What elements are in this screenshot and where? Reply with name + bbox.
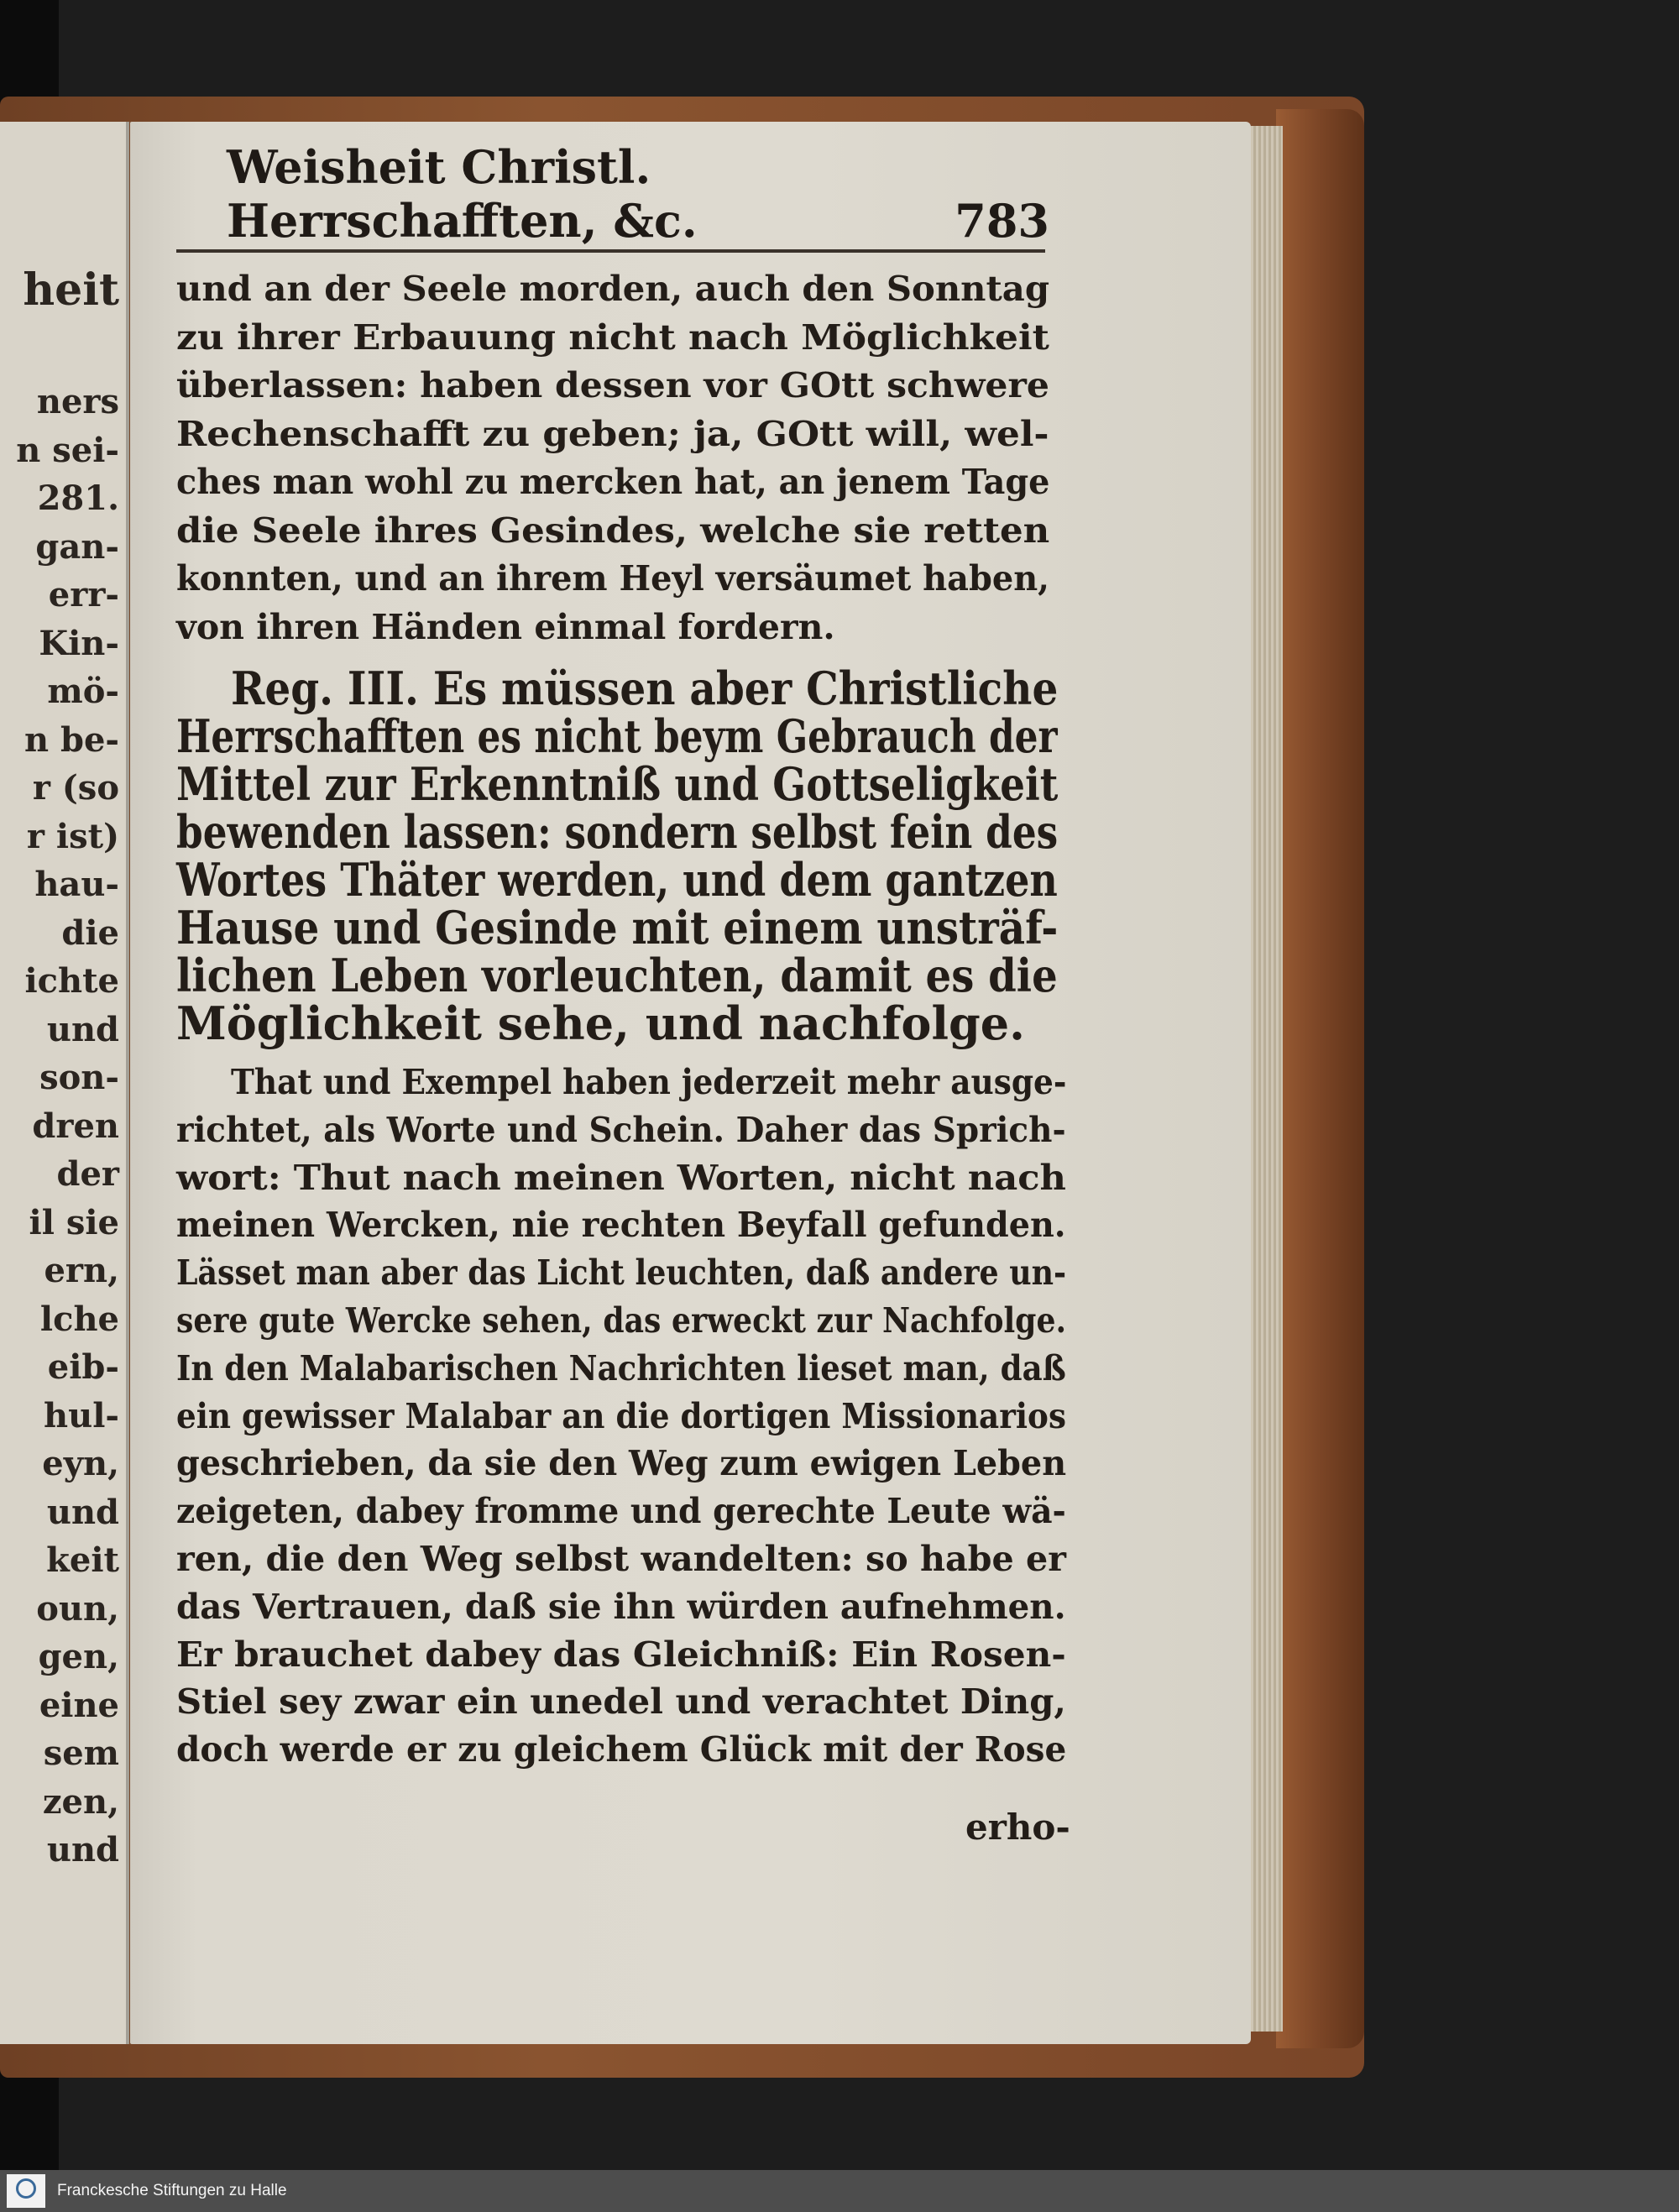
left-page-fragment: hau- (34, 865, 119, 904)
left-page-fragment: ichte (24, 961, 119, 1001)
text-line: zu ihrer Erbauung nicht nach Möglichkeit (176, 316, 1049, 358)
text-line: Möglichkeit sehe, und nachfolge. (176, 996, 1025, 1050)
left-page-fragment: zen, (42, 1781, 119, 1822)
left-page-fragment: eine (39, 1685, 119, 1725)
text-line: ein gewisser Malabar an die dortigen Missionarios (176, 1395, 1066, 1436)
text-line: Hause und Gesinde mit einem unsträf- (176, 901, 1059, 954)
page-stack-edges (1251, 126, 1283, 2032)
left-page-fragment: gen, (38, 1637, 119, 1676)
text-line: In den Malabarischen Nachrichten lieset man, daß (176, 1347, 1066, 1388)
text-line: geschrieben, da sie den Weg zum ewigen Leben (176, 1443, 1067, 1484)
text-line: und an der Seele morden, auch den Sonntag (176, 269, 1049, 309)
left-page-fragment: son- (39, 1058, 119, 1097)
text-line: richtet, als Worte und Schein. Daher das Sprich- (176, 1109, 1066, 1150)
left-page-fragment: n sei- (16, 430, 119, 470)
text-line: meinen Wercken, nie rechten Beyfall gefunden. (176, 1205, 1066, 1246)
text-line: doch werde er zu gleichem Glück mit der Rose (176, 1729, 1067, 1770)
text-line: Mittel zur Erkenntniß und Gottseligkeit (176, 757, 1059, 811)
text-line: Stiel sey zwar ein unedel und verachtet Ding, (176, 1681, 1066, 1723)
left-page-fragment: r (so (32, 768, 119, 808)
text-line: ren, die den Weg selbst wandelten: so habe er (176, 1539, 1066, 1579)
text-line: konnten, und an ihrem Heyl versäumet haben, (176, 558, 1050, 599)
left-page-fragment: keit (46, 1540, 119, 1580)
text-line: Wortes Thäter werden, und dem gantzen (176, 853, 1058, 907)
text-line: Rechenschafft zu geben; ja, GOtt will, wel- (176, 413, 1049, 454)
text-line: ches man wohl zu mercken hat, an jenem Tage (176, 462, 1050, 502)
left-page-fragment: n be- (24, 719, 119, 760)
left-page (0, 122, 129, 2044)
text-line: zeigeten, dabey fromme und gerechte Leute wä- (176, 1491, 1066, 1532)
left-page-fragment: heit (23, 264, 119, 316)
text-line: wort: Thut nach meinen Worten, nicht nach (176, 1157, 1066, 1198)
text-line: Er brauchet dabey das Gleichniß: Ein Rosen- (176, 1634, 1066, 1675)
left-page-fragment: hul- (44, 1395, 119, 1435)
left-page-fragment: oun, (36, 1588, 119, 1629)
left-page-fragment: r ist) (26, 816, 119, 856)
text-line: das Vertrauen, daß sie ihn würden aufnehmen. (176, 1586, 1066, 1627)
text-line: That und Exempel haben jederzeit mehr ausge- (231, 1062, 1067, 1102)
text-line: von ihren Händen einmal fordern. (176, 606, 835, 647)
left-page-fragment: err- (48, 575, 119, 614)
left-page-fragment: dren (32, 1106, 119, 1146)
left-page-fragment: ners (36, 382, 119, 421)
book-cover-edge (1276, 109, 1364, 2048)
left-page-fragment: sem (43, 1734, 119, 1773)
left-page-fragment: eib- (47, 1347, 119, 1387)
left-page-text-fragments (10, 122, 119, 2044)
institution-logo-icon (7, 2174, 45, 2208)
text-line: Reg. III. Es müssen aber Christliche (231, 662, 1059, 715)
text-line: Herrschafften es nicht beym Gebrauch der (176, 709, 1058, 763)
page-number: 783 (955, 194, 1049, 248)
text-line: bewenden lassen: sondern selbst fein des (176, 805, 1059, 859)
text-line: sere gute Wercke sehen, das erweckt zur Nachfolge. (176, 1300, 1067, 1341)
footer-bar (0, 2170, 1679, 2212)
left-page-fragment: lche (39, 1299, 119, 1339)
left-page-fragment: ern, (44, 1251, 119, 1290)
text-line: überlassen: haben dessen vor GOtt schwere (176, 365, 1049, 405)
left-page-fragment: mö- (47, 672, 119, 711)
text-line: lichen Leben vorleuchten, damit es die (176, 949, 1058, 1002)
left-page-fragment: der (56, 1154, 119, 1194)
institution-name: Franckesche Stiftungen zu Halle (57, 2182, 287, 2199)
header-rule (176, 249, 1045, 253)
text-line: Lässet man aber das Licht leuchten, daß andere un- (176, 1252, 1067, 1294)
catchword: erho- (965, 1807, 1070, 1848)
left-page-fragment: il sie (29, 1202, 119, 1242)
left-page-fragment: 281. (37, 478, 119, 518)
left-page-fragment: Kin- (39, 623, 119, 663)
text-line: die Seele ihres Gesindes, welche sie retten (176, 510, 1050, 551)
left-page-fragment: und (46, 1830, 119, 1869)
left-page-fragment: eyn, (42, 1444, 119, 1483)
running-title: Weisheit Christl. Herrschafften, &c. (227, 140, 698, 248)
left-page-fragment: und (46, 1492, 119, 1532)
left-page-fragment: die (61, 913, 119, 953)
left-page-fragment: und (46, 1009, 119, 1049)
left-page-fragment: gan- (35, 526, 119, 567)
running-head (227, 140, 1049, 248)
